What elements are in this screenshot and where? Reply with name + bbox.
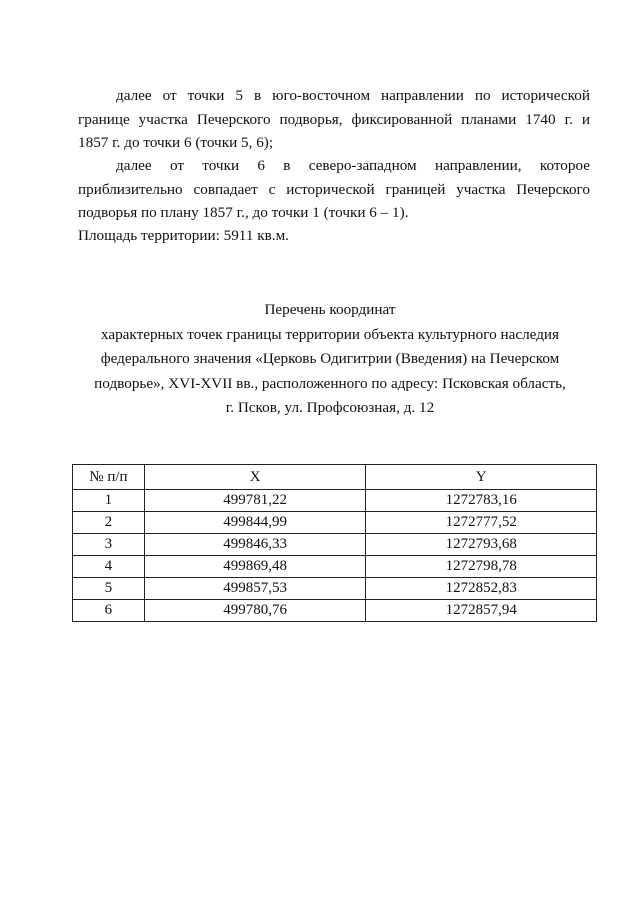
table-row [73, 490, 597, 512]
cell-y: 1272857,94 [366, 600, 597, 622]
coordinates-heading [60, 298, 600, 421]
cell-number: 4 [73, 556, 145, 578]
cell-y: 1272798,78 [366, 556, 597, 578]
cell-x: 499780,76 [144, 600, 366, 622]
cell-number: 5 [73, 578, 145, 600]
area-text: Площадь территории: 5911 кв.м. [78, 227, 289, 244]
table-header-row [73, 465, 597, 490]
header-number: № п/п [73, 465, 145, 490]
cell-number: 1 [73, 490, 145, 512]
cell-y: 1272852,83 [366, 578, 597, 600]
cell-x: 499846,33 [144, 534, 366, 556]
paragraph-point-5 [78, 84, 590, 155]
coordinates-table [72, 464, 597, 622]
cell-number: 2 [73, 512, 145, 534]
table-row [73, 578, 597, 600]
cell-number: 6 [73, 600, 145, 622]
table-row [73, 600, 597, 622]
text-line: 1857 г. до точки 6 (точки 5, 6); [78, 134, 274, 151]
text-line: далее от точки 5 в юго-восточном направлении по исторической [116, 87, 590, 104]
cell-y: 1272777,52 [366, 512, 597, 534]
cell-x: 499857,53 [144, 578, 366, 600]
header-x: X [144, 465, 366, 490]
heading-line: г. Псков, ул. Профсоюзная, д. 12 [225, 399, 435, 416]
cell-number: 3 [73, 534, 145, 556]
text-line: подворья по плану 1857 г., до точки 1 (точки 6 – 1). [78, 204, 409, 221]
heading-line: федерального значения «Церковь Одигитрии (Введения) на Печерском [100, 350, 560, 367]
heading-line: Перечень координат [264, 301, 396, 318]
heading-line: подворье», XVI-XVII вв., расположенного по адресу: Псковская область, [94, 374, 566, 392]
cell-x: 499869,48 [144, 556, 366, 578]
header-y: Y [366, 465, 597, 490]
heading-line: характерных точек границы территории объекта культурного наследия [100, 325, 560, 343]
cell-y: 1272793,68 [366, 534, 597, 556]
table-row [73, 534, 597, 556]
text-line: приблизительно совпадает с исторической границей участка Печерского [78, 180, 590, 198]
cell-y: 1272783,16 [366, 490, 597, 512]
cell-x: 499781,22 [144, 490, 366, 512]
table-row [73, 556, 597, 578]
table-row [73, 512, 597, 534]
area-statement [78, 224, 590, 248]
cell-x: 499844,99 [144, 512, 366, 534]
text-line: далее от точки 6 в северо-западном направлении, которое [116, 157, 590, 174]
paragraph-point-6 [78, 154, 590, 225]
text-line: границе участка Печерского подворья, фиксированной планами 1740 г. и [78, 110, 590, 128]
